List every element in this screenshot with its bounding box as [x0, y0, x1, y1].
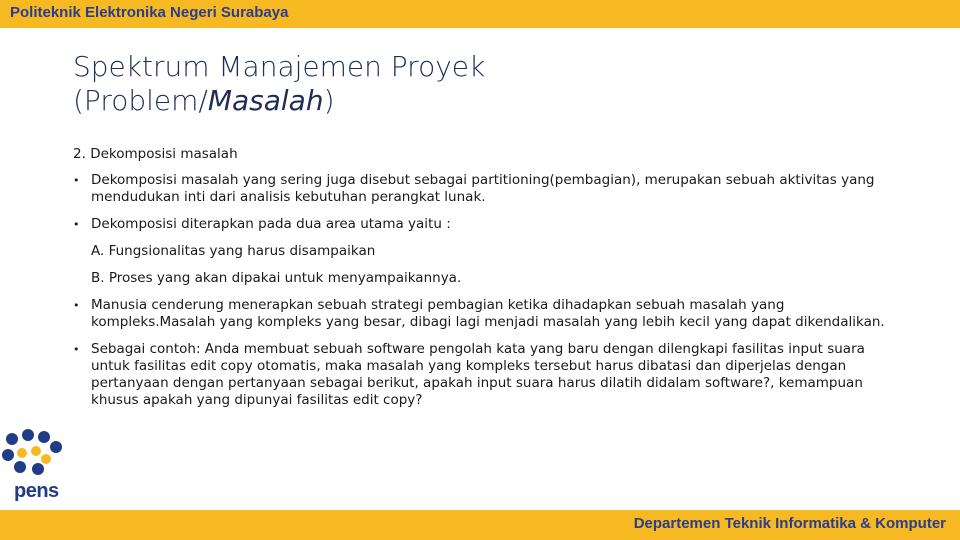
bullet-item: • Dekomposisi diterapkan pada dua area utama yaitu : — [73, 216, 893, 233]
title-prefix: (Problem/ — [73, 84, 208, 117]
sub-item: A. Fungsionalitas yang harus disampaikan — [91, 243, 376, 259]
bullet-item: • Dekomposisi masalah yang sering juga disebut sebagai partitioning(pembagian), merupakan sebuah aktivitas yang mendudukan inti dari analisis kebutuhan perangkat lunak. — [73, 172, 893, 206]
sub-item: B. Proses yang akan dipakai untuk menyampaikannya. — [91, 270, 462, 286]
title-suffix: ) — [323, 84, 335, 117]
section-heading — [73, 146, 893, 162]
slide-title-line1: Spektrum Manajemen Proyek — [73, 50, 486, 83]
section-title: Dekomposisi masalah — [90, 146, 238, 162]
bullet-item: • Manusia cenderung menerapkan sebuah strategi pembagian ketika dihadapkan sebuah masalah yang kompleks.Masalah yang kompleks yang besar, dibagi lagi menjadi masalah yang lebih kecil yang dapat dikendalikan. — [73, 297, 893, 331]
institution-title: Politeknik Elektronika Negeri Surabaya — [10, 4, 289, 21]
bullet-item: • Sebagai contoh: Anda membuat sebuah software pengolah kata yang baru dengan dilengkapi fasilitas input suara untuk fasilitas edit copy otomatis, maka masalah yang kompleks tersebut harus dibatasi dan diperjelas dengan pertanyaan dengan pertanyaan sebagai berikut, apakah input suara harus dilatih didalam software?, kemampuan khusus apakah yang dipunyai fasilitas edit copy? — [73, 341, 893, 409]
slide-content — [73, 146, 893, 419]
logo-text: pens — [14, 480, 59, 502]
header-bar — [0, 0, 960, 28]
department-title: Departemen Teknik Informatika & Komputer — [633, 515, 946, 532]
footer-bar — [0, 510, 960, 540]
section-number: 2. — [73, 146, 86, 162]
slide-title-line2 — [73, 84, 485, 118]
title-italic: Masalah — [207, 84, 324, 117]
slide-title — [73, 50, 485, 118]
